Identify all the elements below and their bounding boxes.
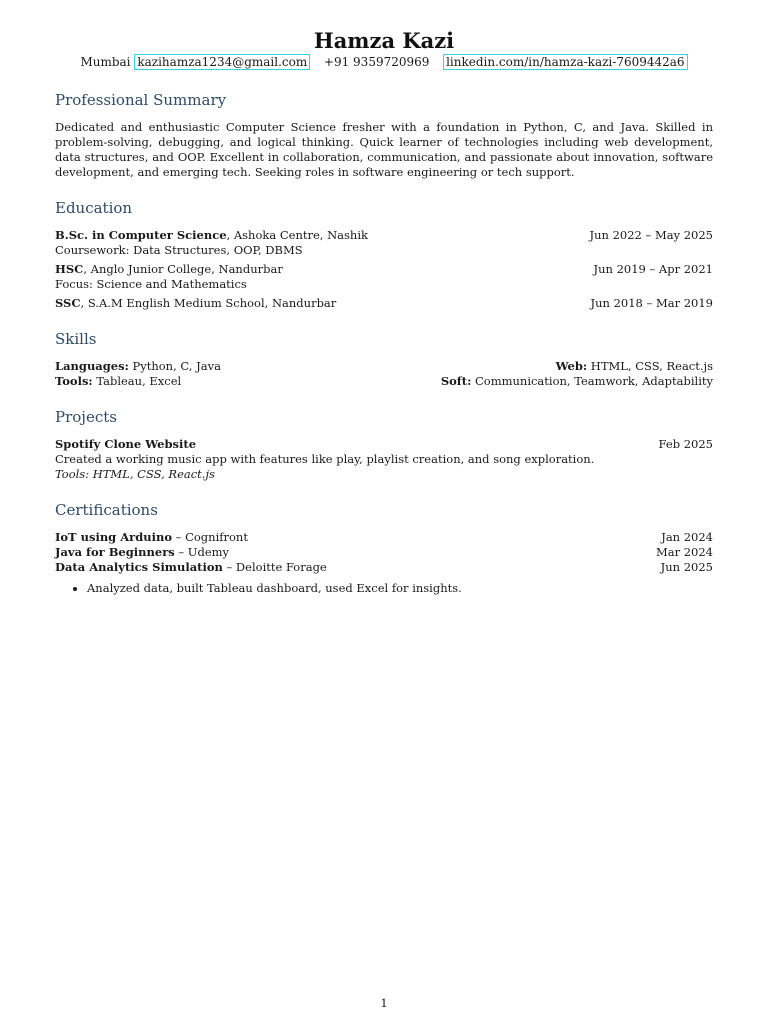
education-entry (55, 228, 713, 258)
project-entry (55, 437, 713, 482)
certifications-heading: Certifications (55, 501, 158, 519)
education-heading: Education (55, 199, 133, 217)
education-list (55, 228, 713, 311)
certification-issuer: – Udemy (174, 545, 230, 559)
degree-name: HSC (55, 262, 84, 276)
skills-tools: Tableau, Excel (92, 374, 182, 388)
skills-web: HTML, CSS, React.js (587, 359, 713, 373)
education-dates: Jun 2022 – May 2025 (589, 228, 713, 242)
school-name: , Anglo Junior College, Nandurbar (83, 262, 283, 276)
summary-heading: Professional Summary (55, 91, 227, 109)
contact-line (55, 54, 713, 70)
skills-block (55, 359, 713, 389)
education-entry (55, 296, 713, 311)
linkedin-link[interactable]: linkedin.com/in/hamza-kazi-7609442a6 (443, 54, 687, 70)
summary-text: Dedicated and enthusiastic Computer Science fresher with a foundation in Python, C, and Java. Skilled in problem-solving, debugging, and logical thinking. Quick learner of technologies including web development, data structures, and OOP. Excellent in collaboration, communication, and passionate about innovation, software development, and emerging tech. Seeking roles in software engineering or tech support. (55, 120, 713, 179)
education-dates: Jun 2019 – Apr 2021 (593, 262, 713, 276)
skills-heading: Skills (55, 330, 97, 348)
certifications-list (55, 530, 713, 596)
certification-date: Mar 2024 (655, 545, 713, 559)
education-dates: Jun 2018 – Mar 2019 (590, 296, 713, 310)
certification-item (55, 560, 713, 575)
education-detail: Coursework: Data Structures, OOP, DBMS (55, 243, 303, 257)
school-name: , S.A.M English Medium School, Nandurbar (80, 296, 337, 310)
resume-page (55, 28, 713, 596)
project-date: Feb 2025 (658, 437, 713, 451)
project-description: Created a working music app with features like play, playlist creation, and song exploration. (55, 452, 595, 466)
school-name: , Ashoka Centre, Nashik (226, 228, 368, 242)
skills-languages-label: Languages: (55, 359, 129, 373)
certification-date: Jun 2025 (660, 560, 713, 574)
page-number: 1 (380, 996, 388, 1010)
project-tools: Tools: HTML, CSS, React.js (55, 467, 215, 481)
skills-web-label: Web: (555, 359, 588, 373)
skills-soft: Communication, Teamwork, Adaptability (471, 374, 713, 388)
phone-text: +91 9359720969 (323, 55, 430, 69)
certification-item (55, 530, 713, 545)
education-detail: Focus: Science and Mathematics (55, 277, 247, 291)
certification-bullets (55, 581, 713, 596)
skills-soft-label: Soft: (440, 374, 472, 388)
skills-tools-label: Tools: (55, 374, 93, 388)
degree-name: B.Sc. in Computer Science (55, 228, 227, 242)
certification-date: Jan 2024 (661, 530, 713, 544)
certification-issuer: – Deloitte Forage (222, 560, 327, 574)
certification-name: Data Analytics Simulation (55, 560, 223, 574)
candidate-name: Hamza Kazi (313, 28, 455, 53)
certification-name: IoT using Arduino (55, 530, 173, 544)
certification-item (55, 545, 713, 560)
bullet-item: • Analyzed data, built Tableau dashboard, used Excel for insights. (87, 581, 713, 596)
education-entry (55, 262, 713, 292)
projects-heading: Projects (55, 408, 117, 426)
certification-issuer: – Cognifront (172, 530, 248, 544)
email-link[interactable]: kazihamza1234@gmail.com (134, 54, 310, 70)
location-text: Mumbai (80, 55, 131, 69)
degree-name: SSC (55, 296, 81, 310)
certification-name: Java for Beginners (55, 545, 175, 559)
skills-languages: Python, C, Java (128, 359, 221, 373)
project-name: Spotify Clone Website (55, 437, 197, 451)
